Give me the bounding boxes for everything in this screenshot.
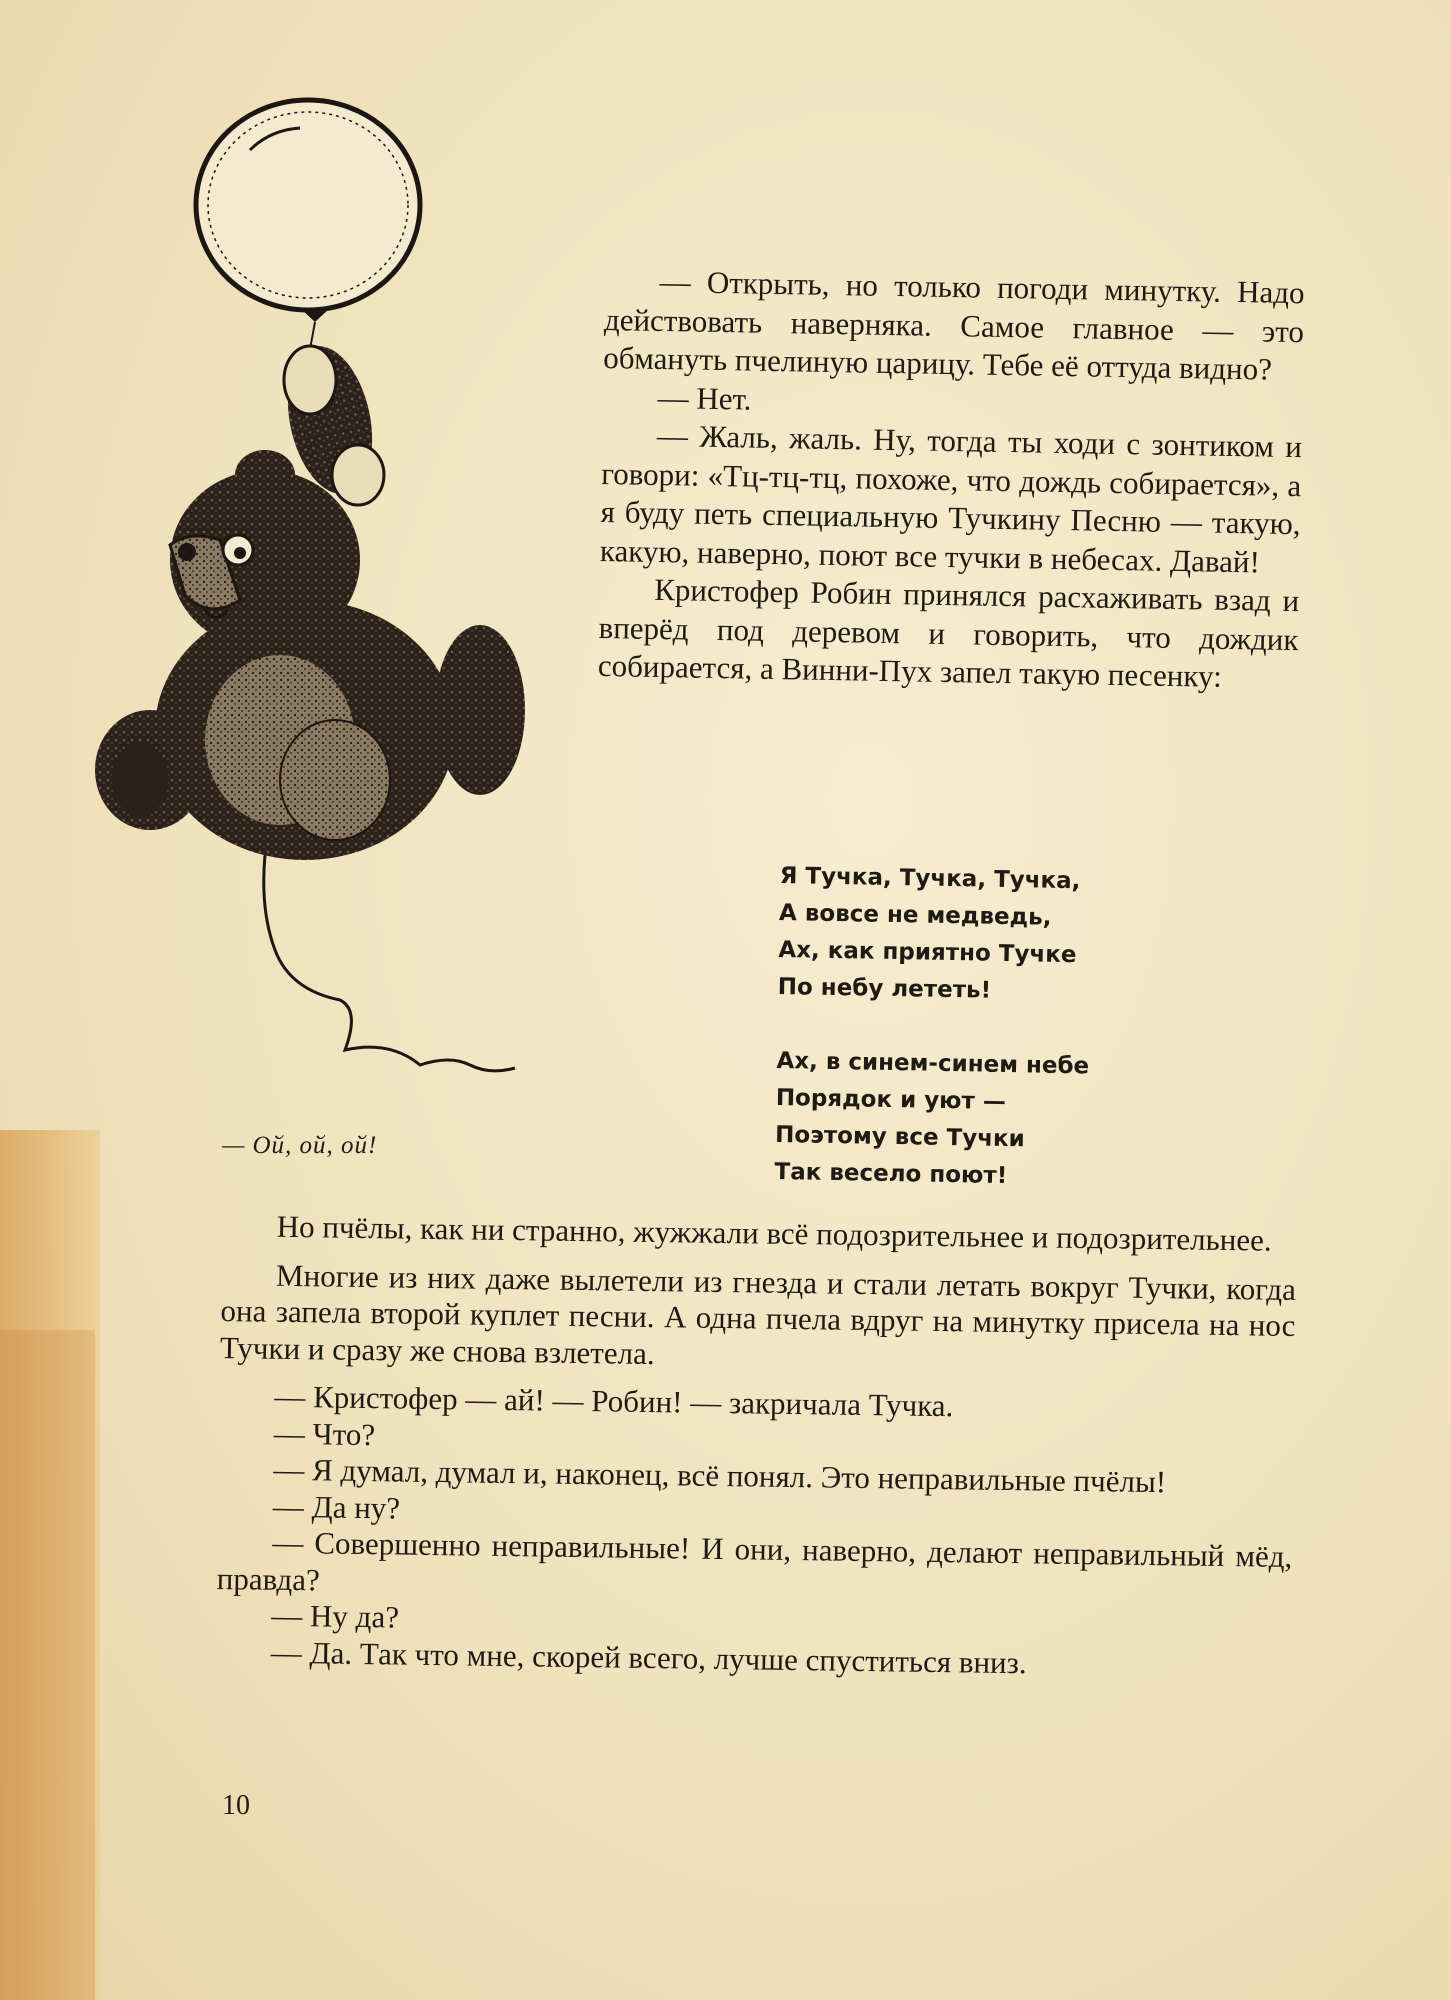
upper-text-column <box>598 262 1305 698</box>
poem-line: Ах, как приятно Тучке <box>778 936 1077 969</box>
page-number: 10 <box>222 1790 250 1821</box>
dialogue-line: — Да. Так что мне, скорей всего, лучше спуститься вниз. <box>270 1634 1027 1680</box>
cloud-song-poem <box>774 858 1093 1233</box>
poem-line: Так весело поют! <box>774 1158 1008 1190</box>
paragraph: Но пчёлы, как ни странно, жужжали всё подозрительнее и подозрительнее. <box>276 1208 1272 1258</box>
poem-stanza-2 <box>774 1043 1089 1196</box>
illustration-caption: — Ой, ой, ой! <box>222 1132 378 1159</box>
poem-line: Ах, в синем-синем небе <box>776 1047 1090 1080</box>
paragraph: — Нет. <box>657 379 752 417</box>
dialogue-line: — Ну да? <box>271 1597 400 1635</box>
dialogue-line: — Совершенно неправильные! И они, наверно, делают неправильный мёд, правда? <box>216 1524 1293 1597</box>
dialogue-line: — Я думал, думал и, наконец, всё понял. Это неправильные пчёлы! <box>273 1451 1167 1500</box>
tape-stain-dark <box>0 1330 95 2000</box>
poem-line: А вовсе не медведь, <box>778 899 1052 931</box>
poem-stanza-1 <box>777 858 1092 1011</box>
bear-with-balloon-icon <box>90 90 540 1090</box>
paragraph: Многие из них даже вылетели из гнезда и стали летать вокруг Тучки, когда она запела второй куплет песни. А одна пчела вдруг на минутку присела на нос Тучки и сразу же снова взлетела. <box>219 1257 1297 1371</box>
poem-line: Поэтому все Тучки <box>774 1121 1025 1153</box>
lower-text-block <box>216 1208 1297 1685</box>
paragraph: — Жаль, жаль. Ну, тогда ты ходи с зонтиком и говори: «Тц-тц-тц, похоже, что дождь собирается», а я буду петь специальную Тучкину Песню — такую, какую, наверно, поют все тучки в небесах. Давай! <box>599 417 1303 579</box>
poem-line: Порядок и уют — <box>775 1084 1007 1115</box>
dialogue-line: — Да ну? <box>272 1488 401 1526</box>
paragraph: Кристофер Робин принялся расхаживать взад и вперёд под деревом и говорить, что дождик собирается, а Винни-Пух запел такую песенку: <box>597 571 1300 694</box>
paragraph: — Открыть, но только погоди минутку. Надо действовать наверняка. Самое главное — это обмануть пчелиную царицу. Тебе её оттуда видно? <box>603 263 1305 387</box>
poem-line: Я Тучка, Тучка, Тучка, <box>779 862 1081 895</box>
dialogue-line: — Что? <box>273 1415 376 1452</box>
dialogue-line: — Кристофер — ай! — Робин! — закричала Тучка. <box>274 1378 954 1424</box>
poem-line: По небу лететь! <box>777 973 992 1004</box>
